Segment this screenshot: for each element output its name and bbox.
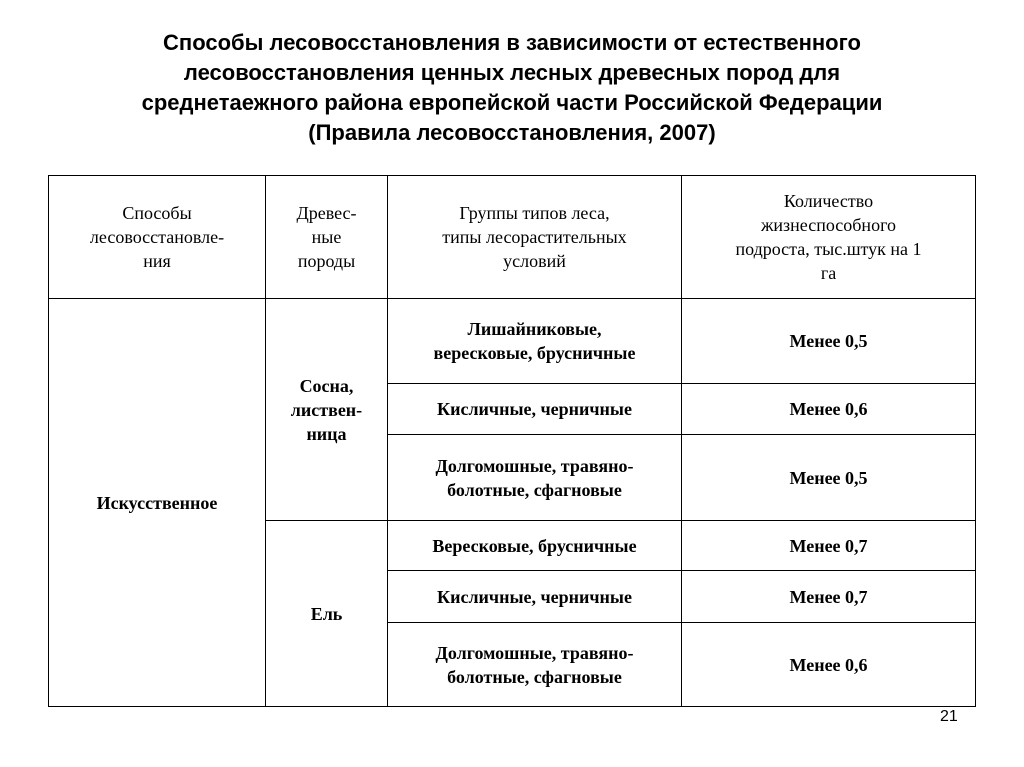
header-line: породы <box>297 251 356 271</box>
header-row <box>49 176 976 299</box>
table-row <box>49 299 976 384</box>
header-line: Способы <box>122 203 192 223</box>
header-line: лесовосстановле- <box>89 227 225 247</box>
header-line: Группы типов леса, <box>459 203 610 223</box>
species-cell <box>266 299 388 521</box>
header-line: Древес- <box>296 203 357 223</box>
amount-cell: Менее 0,6 <box>682 623 976 707</box>
header-line: жизнеспособного <box>760 215 897 235</box>
forest-type-line: Лишайниковые, <box>467 319 602 339</box>
title-line: лесовосстановления ценных лесных древесных пород для <box>183 60 841 85</box>
header-undergrowth <box>682 176 976 299</box>
header-line: га <box>820 263 837 283</box>
header-species <box>266 176 388 299</box>
header-line: условий <box>503 251 566 271</box>
forest-type-cell <box>388 435 682 521</box>
amount-cell: Менее 0,7 <box>682 521 976 571</box>
forest-type-cell <box>388 521 682 571</box>
header-line: типы лесорастительных <box>442 227 627 247</box>
reforestation-table <box>48 175 976 707</box>
forest-type-line: болотные, сфагновые <box>447 479 622 500</box>
species-line: Сосна, <box>299 375 354 396</box>
header-method <box>49 176 266 299</box>
forest-type-line: Кисличные, черничные <box>437 399 632 419</box>
header-line: Количество <box>783 191 874 211</box>
forest-type-line: вересковые, брусничные <box>433 343 636 363</box>
forest-type-cell <box>388 384 682 435</box>
forest-type-line: Вересковые, брусничные <box>432 535 637 556</box>
title-line: среднетаежного района европейской части Российской Федерации <box>141 90 883 115</box>
amount-cell: Менее 0,6 <box>682 384 976 435</box>
header-line: подроста, тыс.штук на 1 <box>735 239 922 259</box>
header-line: ные <box>311 227 342 247</box>
slide-title <box>40 28 984 148</box>
header-line: ния <box>143 251 171 271</box>
title-line: (Правила лесовосстановления, 2007) <box>308 120 716 145</box>
forest-type-line: Кисличные, черничные <box>437 586 632 607</box>
forest-type-cell <box>388 299 682 384</box>
page-number: 21 <box>940 708 958 725</box>
species-line: листвен- <box>290 399 363 420</box>
species-line: Ель <box>310 603 343 624</box>
amount-cell: Менее 0,7 <box>682 571 976 623</box>
forest-type-cell <box>388 623 682 707</box>
title-line: Способы лесовосстановления в зависимости от естественного <box>163 30 861 55</box>
forest-type-line: Долгомошные, травяно- <box>435 455 634 476</box>
forest-type-line: болотные, сфагновые <box>447 666 622 687</box>
forest-type-line: Долгомошные, травяно- <box>435 642 634 663</box>
species-line: ница <box>306 423 347 444</box>
forest-type-cell <box>388 571 682 623</box>
amount-cell: Менее 0,5 <box>682 435 976 521</box>
header-forest-types <box>388 176 682 299</box>
amount-cell: Менее 0,5 <box>682 299 976 384</box>
method-cell: Искусственное <box>49 299 266 707</box>
species-cell <box>266 521 388 707</box>
